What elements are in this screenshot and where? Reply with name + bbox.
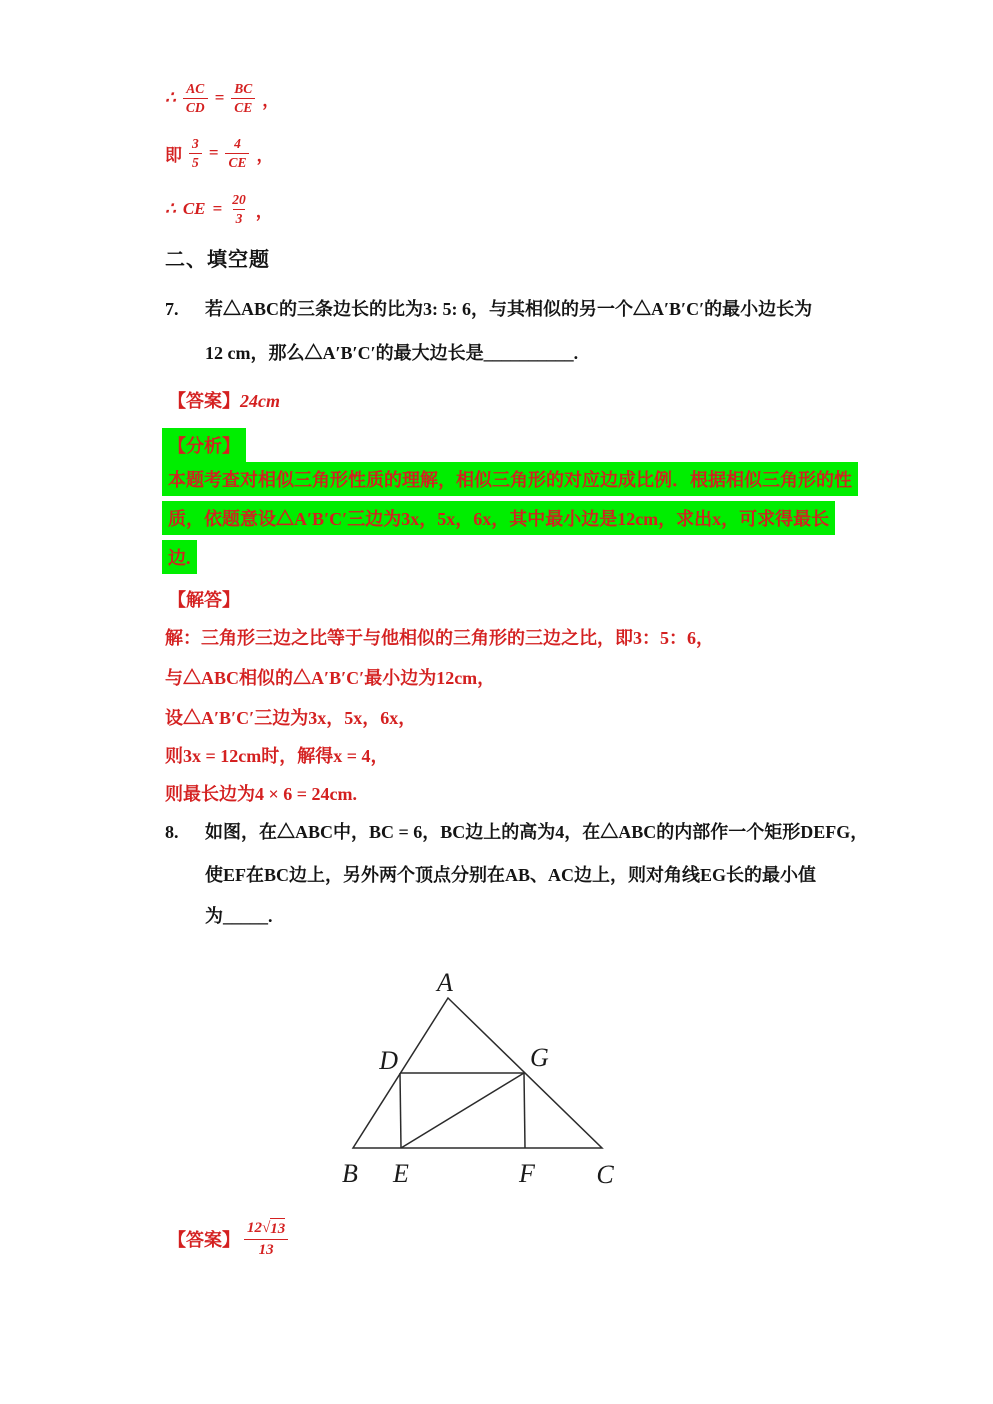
vertex-label-c: C — [596, 1160, 614, 1189]
answer-label: 【答案】 — [168, 391, 240, 411]
solution-label: 【解答】 — [168, 590, 240, 610]
question-8-line-3: 为_____. — [205, 906, 273, 926]
ce-term: CE — [182, 199, 206, 219]
rectangle-side-de — [400, 1073, 401, 1148]
question-7-text: 若△ABC的三条边长的比为3: 5: 6，与其相似的另一个△A′B′C′的最小边长为 — [205, 299, 813, 319]
ji-prefix: 即 — [165, 145, 182, 165]
question-7-number: 7. — [165, 299, 179, 319]
equation-ce-result — [165, 191, 273, 227]
fraction-4-ce: $\frac{4}{CE}$ — [225, 135, 249, 171]
answer-label: 【答案】 — [168, 1230, 240, 1251]
radical-icon: √ — [262, 1220, 271, 1236]
fraction-20-3: $\frac{20}{3}$ — [232, 192, 246, 226]
solution-line-3: 设△A′B′C′三边为3x，5x，6x， — [165, 708, 417, 728]
answer-8-line — [168, 1218, 288, 1261]
solution-line-4: 则3x = 12cm时，解得x = 4， — [165, 746, 389, 766]
question-7-line-2: 12 cm，那么△A′B′C′的最大边长是__________. — [205, 343, 579, 363]
answer-8-fraction — [244, 1218, 288, 1261]
solution-line-2: 与△ABC相似的△A′B′C′最小边为12cm， — [165, 668, 496, 688]
comma: ， — [256, 145, 274, 165]
vertex-label-b: B — [342, 1159, 358, 1188]
question-8-text: 如图，在△ABC中，BC = 6，BC边上的高为4，在△ABC的内部作一个矩形DEFG， — [205, 822, 869, 842]
answer-7-value: 24cm — [240, 391, 280, 411]
solution-line-1: 解：三角形三边之比等于与他相似的三角形的三边之比，即3：5：6， — [165, 628, 714, 648]
equals-sign: = — [212, 199, 223, 219]
fraction-ac-cd: $\frac{AC}{CD}$ — [183, 80, 208, 116]
diagonal-eg — [401, 1073, 524, 1148]
rectangle-side-gf — [524, 1073, 525, 1148]
analysis-label-row — [162, 428, 246, 462]
fraction-numerator — [244, 1218, 288, 1239]
comma: ， — [262, 90, 280, 110]
answer-7-line — [168, 387, 280, 413]
section-title-fill-in-blanks: 二、填空题 — [165, 249, 270, 271]
figure-labels — [342, 968, 614, 1189]
geometry-figure — [330, 955, 670, 1195]
equation-ac-cd — [165, 80, 279, 116]
vertex-label-a: A — [437, 968, 453, 997]
analysis-line-3: 边. — [162, 540, 197, 574]
vertex-label-f: F — [519, 1159, 535, 1188]
analysis-label: 【分析】 — [162, 428, 246, 462]
fraction-bc-ce: $\frac{BC}{CE}$ — [231, 80, 255, 116]
therefore-symbol: ∴ — [165, 199, 176, 219]
radicand: 13 — [270, 1218, 285, 1239]
solution-line-5: 则最长边为4 × 6 = 24cm. — [165, 784, 357, 804]
question-8-number: 8. — [165, 822, 179, 842]
therefore-symbol: ∴ — [165, 88, 176, 108]
comma: ， — [255, 201, 273, 221]
question-8-line-1 — [165, 818, 868, 844]
fraction-3-5: $\frac{3}{5}$ — [189, 135, 202, 171]
analysis-line-2: 质，依题意设△A′B′C′三边为3x，5x，6x，其中最小边是12cm，求出x，可求得最长 — [162, 501, 835, 535]
coefficient: 12 — [247, 1220, 262, 1236]
vertex-label-e: E — [393, 1159, 409, 1188]
equals-sign: = — [214, 88, 225, 108]
equals-sign: = — [208, 143, 219, 163]
question-7-line-1 — [165, 295, 812, 321]
fraction-denominator: 13 — [244, 1239, 288, 1260]
vertex-label-g: G — [530, 1043, 549, 1072]
equation-3-5-4-ce — [165, 135, 273, 171]
vertex-label-d: D — [379, 1046, 398, 1075]
analysis-line-1: 本题考查对相似三角形性质的理解，相似三角形的对应边成比例．根据相似三角形的性 — [162, 462, 858, 496]
question-8-line-2: 使EF在BC边上，另外两个顶点分别在AB、AC边上，则对角线EG长的最小值 — [205, 865, 817, 885]
